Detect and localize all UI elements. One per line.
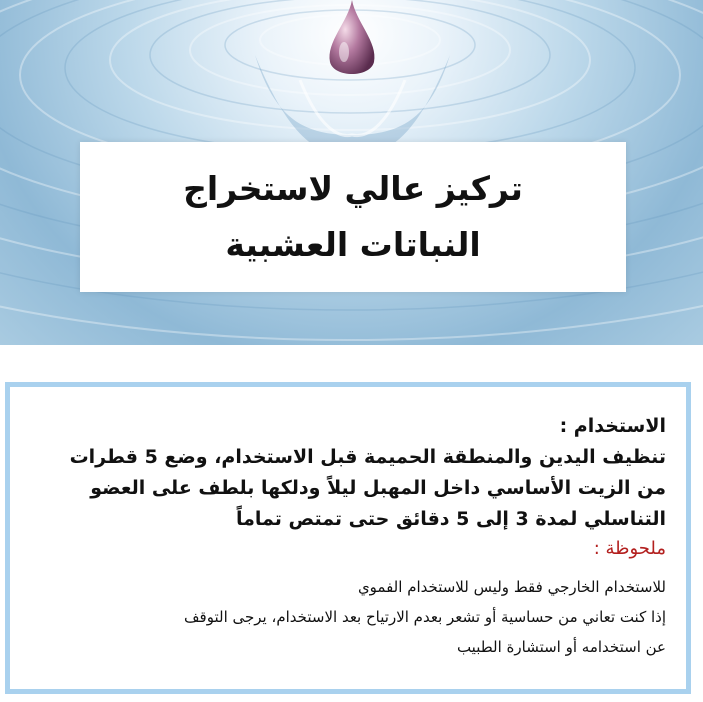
usage-line-1: تنظيف اليدين والمنطقة الحميمة قبل الاستخدام، وضع 5 قطرات bbox=[69, 446, 666, 468]
title-line-2: النباتات العشبية bbox=[225, 225, 481, 264]
note-line-1: للاستخدام الخارجي فقط وليس للاستخدام الفموي bbox=[357, 578, 666, 596]
note-heading: ملحوظة : bbox=[593, 538, 666, 559]
title-card bbox=[80, 142, 626, 292]
usage-line-2: من الزيت الأساسي داخل المهبل ليلاً ودلكها بلطف على العضو bbox=[90, 477, 666, 499]
usage-info-panel bbox=[5, 382, 691, 694]
oil-drop-icon bbox=[322, 0, 382, 82]
hero-image bbox=[0, 0, 703, 345]
title-line-1: تركيز عالي لاستخراج bbox=[183, 169, 523, 208]
note-line-2: إذا كنت تعاني من حساسية أو تشعر بعدم الارتياح بعد الاستخدام، يرجى التوقف bbox=[184, 608, 666, 626]
note-line-3: عن استخدامه أو استشارة الطبيب bbox=[456, 638, 666, 656]
usage-heading: الاستخدام : bbox=[559, 415, 666, 437]
usage-line-3: التناسلي لمدة 3 إلى 5 دقائق حتى تمتص تماماً bbox=[236, 508, 666, 530]
